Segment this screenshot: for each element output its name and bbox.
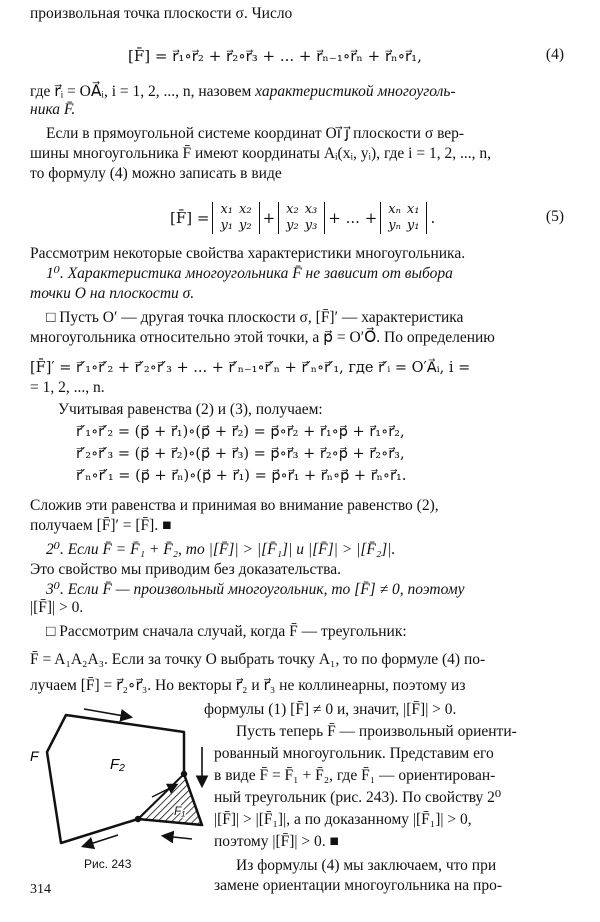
page-number: 314 [30, 882, 51, 897]
text-line-14: [F̄]′ = r⃗′₁∘r⃗′₂ + r⃗′₂∘r⃗′₃ + ... + r⃗′ₙ₋₁∘r⃗′ₙ + r⃗′ₙ∘r⃗′₁, где r⃗′ᵢ = O′A⃗ᵢ, i = [30, 360, 471, 376]
label-f2: F₂ [110, 756, 125, 773]
text-line-28: лучаем [F̄] = r⃗₂∘r⃗₃. Но векторы r⃗₂ и r⃗₃ не коллинеарны, поэтому из [30, 677, 466, 694]
label-f: F [30, 748, 39, 764]
equation-row-3: r⃗′ₙ∘r⃗′₁ = (p⃗ + r⃗ₙ)∘(p⃗ + r⃗₁) = p⃗∘r⃗₁ + r⃗ₙ∘p⃗ + r⃗ₙ∘r⃗₁. [76, 468, 407, 484]
equation-4: [F̄] = r⃗₁∘r⃗₂ + r⃗₂∘r⃗₃ + ... + r⃗ₙ₋₁∘r⃗ₙ + r⃗ₙ∘r⃗₁, [128, 47, 422, 65]
text-line-4: ника F̄. [30, 101, 76, 118]
property-1-line-1: 1⁰. Характеристика многоугольника F̄ не зависит от выбора [46, 265, 453, 282]
equation-5-number: (5) [545, 208, 564, 225]
text-line-3-a: где r⃗ᵢ = OA⃗ᵢ, i = 1, 2, ..., n, назовем [30, 83, 256, 100]
text-line-7: то формулу (4) можно записать в виде [30, 165, 282, 182]
text-line-34: |[F̄]| > |[F̄₁]|, а по доказанному |[F̄₁]| > 0, [214, 811, 472, 828]
figure-caption: Рис. 243 [84, 857, 132, 871]
text-line-23: Это свойство мы приводим без доказательства. [30, 561, 342, 578]
equation-5 [170, 196, 435, 240]
text-line-31: рованный многоугольник. Представим его [214, 745, 494, 762]
text-line-13: многоугольника относительно этой точки, а p⃗ = O′O⃗. По определению [30, 329, 495, 346]
text-line-20: Сложив эти равенства и принимая во внимание равенство (2), [30, 497, 439, 514]
text-line-35: поэтому |[F̄]| > 0. ■ [214, 833, 339, 850]
determinant-1: x₁ x₂ y₁ y₂ [212, 202, 259, 234]
vertex-point-2 [135, 816, 141, 822]
text-line-32: в виде F̄ = F̄₁ + F̄₂, где F̄₁ — ориентирован- [214, 767, 496, 784]
determinant-2: x₂ x₃ y₂ y₃ [278, 202, 325, 234]
vertex-point-1 [181, 771, 187, 777]
text-line-16: Учитывая равенства (2) и (3), получаем: [58, 401, 323, 418]
equation-5-lhs: [F̄] = [170, 209, 210, 227]
equation-5-end: . [430, 209, 436, 227]
arrow-bottom-right [164, 836, 192, 839]
property-1-line-2: точки O на плоскости σ. [30, 285, 195, 302]
text-line-5: Если в прямоугольной системе координат Oi⃗ j⃗ плоскости σ вер- [46, 125, 465, 142]
property-2: 2⁰. Если F̄ = F̄₁ + F̄₂, то |[F̄]| > |[F̄₁]| и |[F̄]| > |[F̄₂]|. [46, 541, 396, 558]
arrow-top [84, 709, 130, 717]
label-f1: F₁ [174, 804, 186, 818]
arrow-bottom-left [84, 835, 118, 846]
text-line-37: замене ориентации многоугольника на про- [214, 877, 503, 894]
text-line-26: □ Рассмотрим сначала случай, когда F̄ — треугольник: [46, 623, 407, 640]
text-line-1: произвольная точка плоскости σ. Число [30, 5, 293, 22]
determinant-3: xₙ x₁ yₙ y₁ [380, 202, 427, 234]
text-line-27: F̄ = A₁A₂A₃. Если за точку O выбрать точку A₁, то по формуле (4) по- [30, 651, 486, 668]
dots-sign: + ... + [328, 209, 378, 227]
text-line-6: шины многоугольника F̄ имеют координаты Aᵢ(xᵢ, yᵢ), где i = 1, 2, ..., n, [30, 145, 491, 162]
text-line-33: ный треугольник (рис. 243). По свойству 2⁰ [214, 789, 502, 806]
equation-4-number: (4) [545, 46, 564, 63]
plus-sign: + [262, 209, 276, 227]
equation-row-2: r⃗′₂∘r⃗′₃ = (p⃗ + r⃗₂)∘(p⃗ + r⃗₃) = p⃗∘r⃗₃ + r⃗₂∘p⃗ + r⃗₂∘r⃗₃, [76, 446, 405, 462]
text-line-15: = 1, 2, ..., n. [30, 379, 105, 396]
text-line-21: получаем [F̄]′ = [F̄]. ■ [30, 517, 172, 534]
term-characteristic: характеристикой многоуголь- [255, 83, 456, 100]
text-line-29: формулы (1) [F̄] ≠ 0 и, значит, |[F̄]| > 0. [204, 701, 457, 718]
text-line-9: Рассмотрим некоторые свойства характеристики многоугольника. [30, 245, 466, 262]
figure-243 [24, 693, 214, 853]
text-line-12: □ Пусть O′ — другая точка плоскости σ, [F̄]′ — характеристика [46, 309, 464, 326]
text-line-30: Пусть теперь F̄ — произвольный ориенти- [236, 723, 517, 740]
equation-row-1: r⃗′₁∘r⃗′₂ = (p⃗ + r⃗₁)∘(p⃗ + r⃗₂) = p⃗∘r⃗₂ + r⃗₁∘p⃗ + r⃗₁∘r⃗₂, [76, 424, 405, 440]
text-line-3 [30, 82, 456, 102]
text-line-36: Из формулы (4) мы заключаем, что при [236, 857, 497, 874]
property-3-line-2: |[F̄]| > 0. [30, 599, 84, 616]
property-3-line-1: 3⁰. Если F̄ — произвольный многоугольник, то [F̄] ≠ 0, поэтому [46, 581, 465, 598]
